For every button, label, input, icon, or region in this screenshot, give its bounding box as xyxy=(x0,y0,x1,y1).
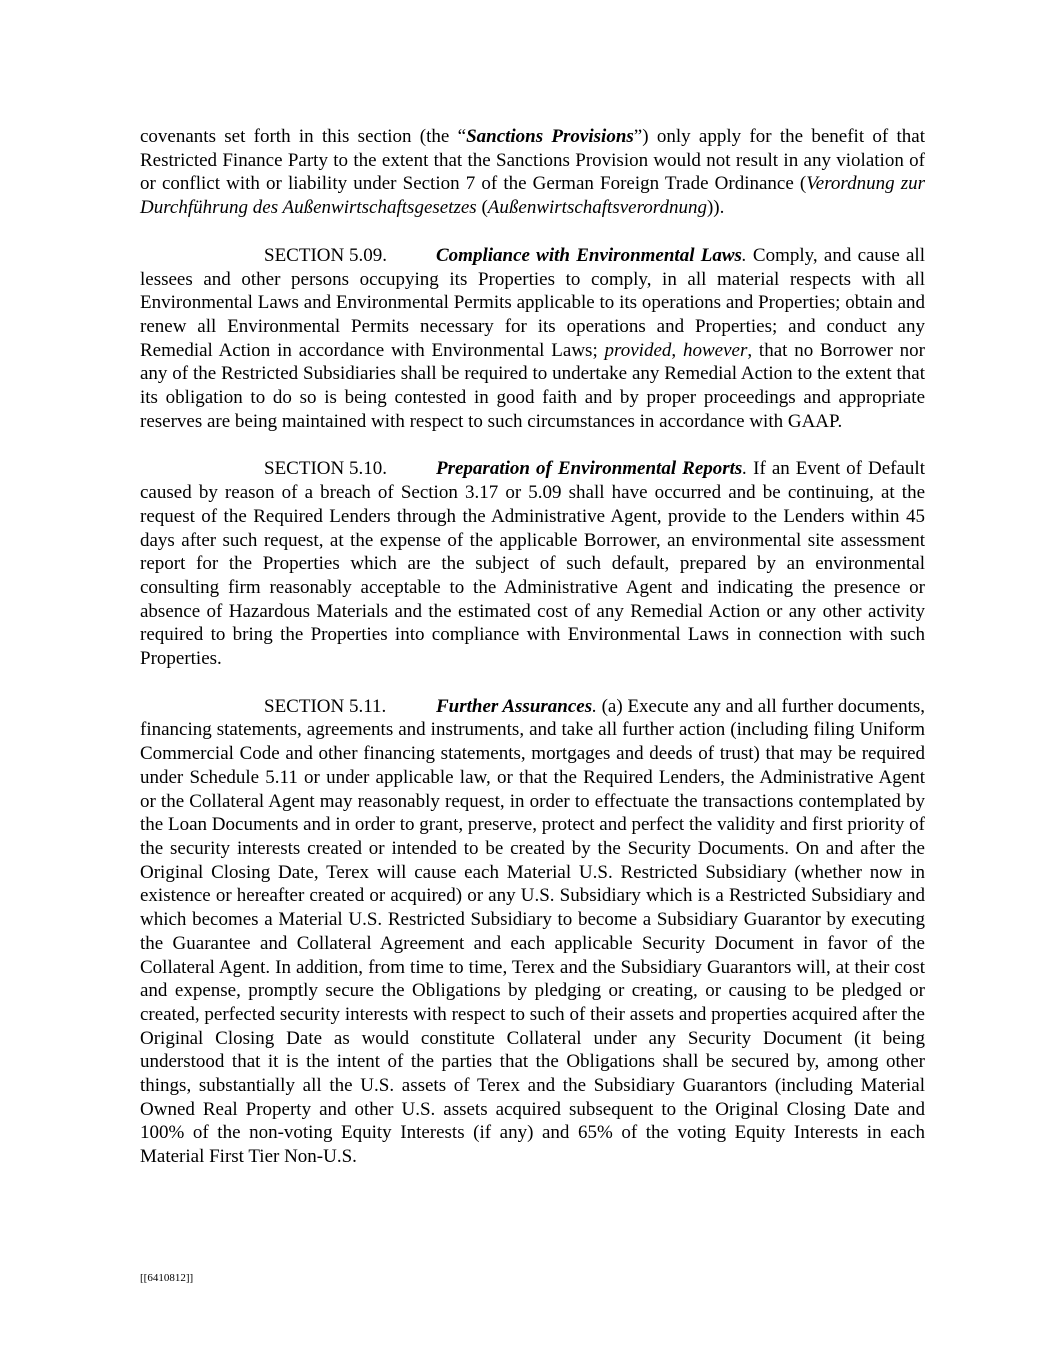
section-5-11 xyxy=(140,695,925,1169)
document-page xyxy=(140,125,925,1193)
section-body: If an Event of Default caused by reason of a breach of Section 3.17 or 5.09 shall have occurred and be continuing, at the request of the Required Lenders through the Administrative Agent, provide to the Lenders within 45 days after such request, at the expense of the applicable Borrower, an environmental site assessment report for the Properties which are the subject of such default, prepared by an environmental consulting firm reasonably acceptable to the Administrative Agent and indicating the presence or absence of Hazardous Materials and the estimated cost of any Remedial Action or any other activity required to bring the Properties into compliance with Environmental Laws in connection with such Properties. xyxy=(140,458,925,670)
german-term: Verordnung zur Durchführung des Außenwirtschaftsgesetzes xyxy=(140,173,925,219)
section-indent xyxy=(140,245,264,266)
section-title: Further Assurances xyxy=(436,695,593,717)
proviso-term: however xyxy=(682,339,748,361)
section-number: SECTION 5.09. xyxy=(264,244,387,266)
document-id-footer: [[6410812]] xyxy=(140,1272,194,1284)
section-number: SECTION 5.10. xyxy=(264,458,387,480)
defined-term: Sanctions Provisions xyxy=(466,126,634,147)
text-run: covenants set forth in this section (the “ xyxy=(140,126,467,147)
section-indent xyxy=(140,458,264,479)
text-run: )). xyxy=(706,197,725,219)
section-title: Compliance with Environmental Laws xyxy=(436,244,742,266)
section-5-10 xyxy=(140,457,925,670)
section-title-dot: . xyxy=(742,458,748,480)
text-run: ”) only apply for the benefit of that Restricted Finance Party to the extent that the Sanctions Provision would not result in any violation of or conflict with or liability under Section 7 of the German Foreign Trade Ordinance ( xyxy=(140,126,926,195)
proviso-term: provided xyxy=(604,339,672,361)
section-indent xyxy=(140,696,264,717)
section-body: Comply, and cause all lessees and other persons occupying its Properties to comply, in all material respects with all Environmental Laws and Environmental Permits applicable to its operations and Properties; obtain and renew all Environmental Permits necessary for its operations and Properties; and conduct any Remedial Action in accordance with Environmental Laws; xyxy=(140,244,925,361)
section-title-dot: . xyxy=(741,244,747,266)
text-run: , xyxy=(671,339,683,361)
section-title: Preparation of Environmental Reports xyxy=(436,458,743,480)
section-5-09 xyxy=(140,244,925,434)
section-number: SECTION 5.11. xyxy=(264,695,387,717)
section-body: , that no Borrower nor any of the Restricted Subsidiaries shall be required to undertake any Remedial Action to the extent that its obligation to do so is being contested in good faith and by proper proceedings and appropriate reserves are being maintained with respect to such circumstances in accordance with GAAP. xyxy=(140,339,925,432)
section-title-dot: . xyxy=(592,695,597,717)
german-term: Außenwirtschaftsverordnung xyxy=(487,197,707,219)
sanctions-paragraph xyxy=(140,125,925,220)
section-body: (a) Execute any and all further documents, financing statements, agreements and instruments, and take all further action (including filing Uniform Commercial Code and other financing statements, mortgages and deeds of trust) that may be required under Schedule 5.11 or under applicable law, or that the Required Lenders, the Administrative Agent or the Collateral Agent may reasonably request, in order to effectuate the transactions contemplated by the Loan Documents and in order to grant, preserve, protect and perfect the validity and first priority of the security interests created or intended to be created by the Security Documents. On and after the Original Closing Date, Terex will cause each Material U.S. Restricted Subsidiary (whether now in existence or hereafter created or acquired) or any U.S. Subsidiary which is a Restricted Subsidiary and which becomes a Material U.S. Restricted Subsidiary to become a Subsidiary Guarantor by executing the Guarantee and Collateral Agreement and each applicable Security Document in favor of the Collateral Agent. In addition, from time to time, Terex and the Subsidiary Guarantors will, at their cost and expense, promptly secure the Obligations by pledging or creating, or causing to be pledged or created, perfected security interests with respect to such of their assets and properties acquired after the Original Closing Date as would constitute Collateral under any Security Document (it being understood that it is the intent of the parties that the Obligations shall be secured by, among other things, substantially all the U.S. assets of Terex and the Subsidiary Guarantors (including Material Owned Real Property and other U.S. assets acquired subsequent to the Original Closing Date and 100% of the non-voting Equity Interests (if any) and 65% of the voting Equity Interests in each Material First Tier Non-U.S. xyxy=(140,695,925,1168)
text-run: ( xyxy=(476,197,488,219)
